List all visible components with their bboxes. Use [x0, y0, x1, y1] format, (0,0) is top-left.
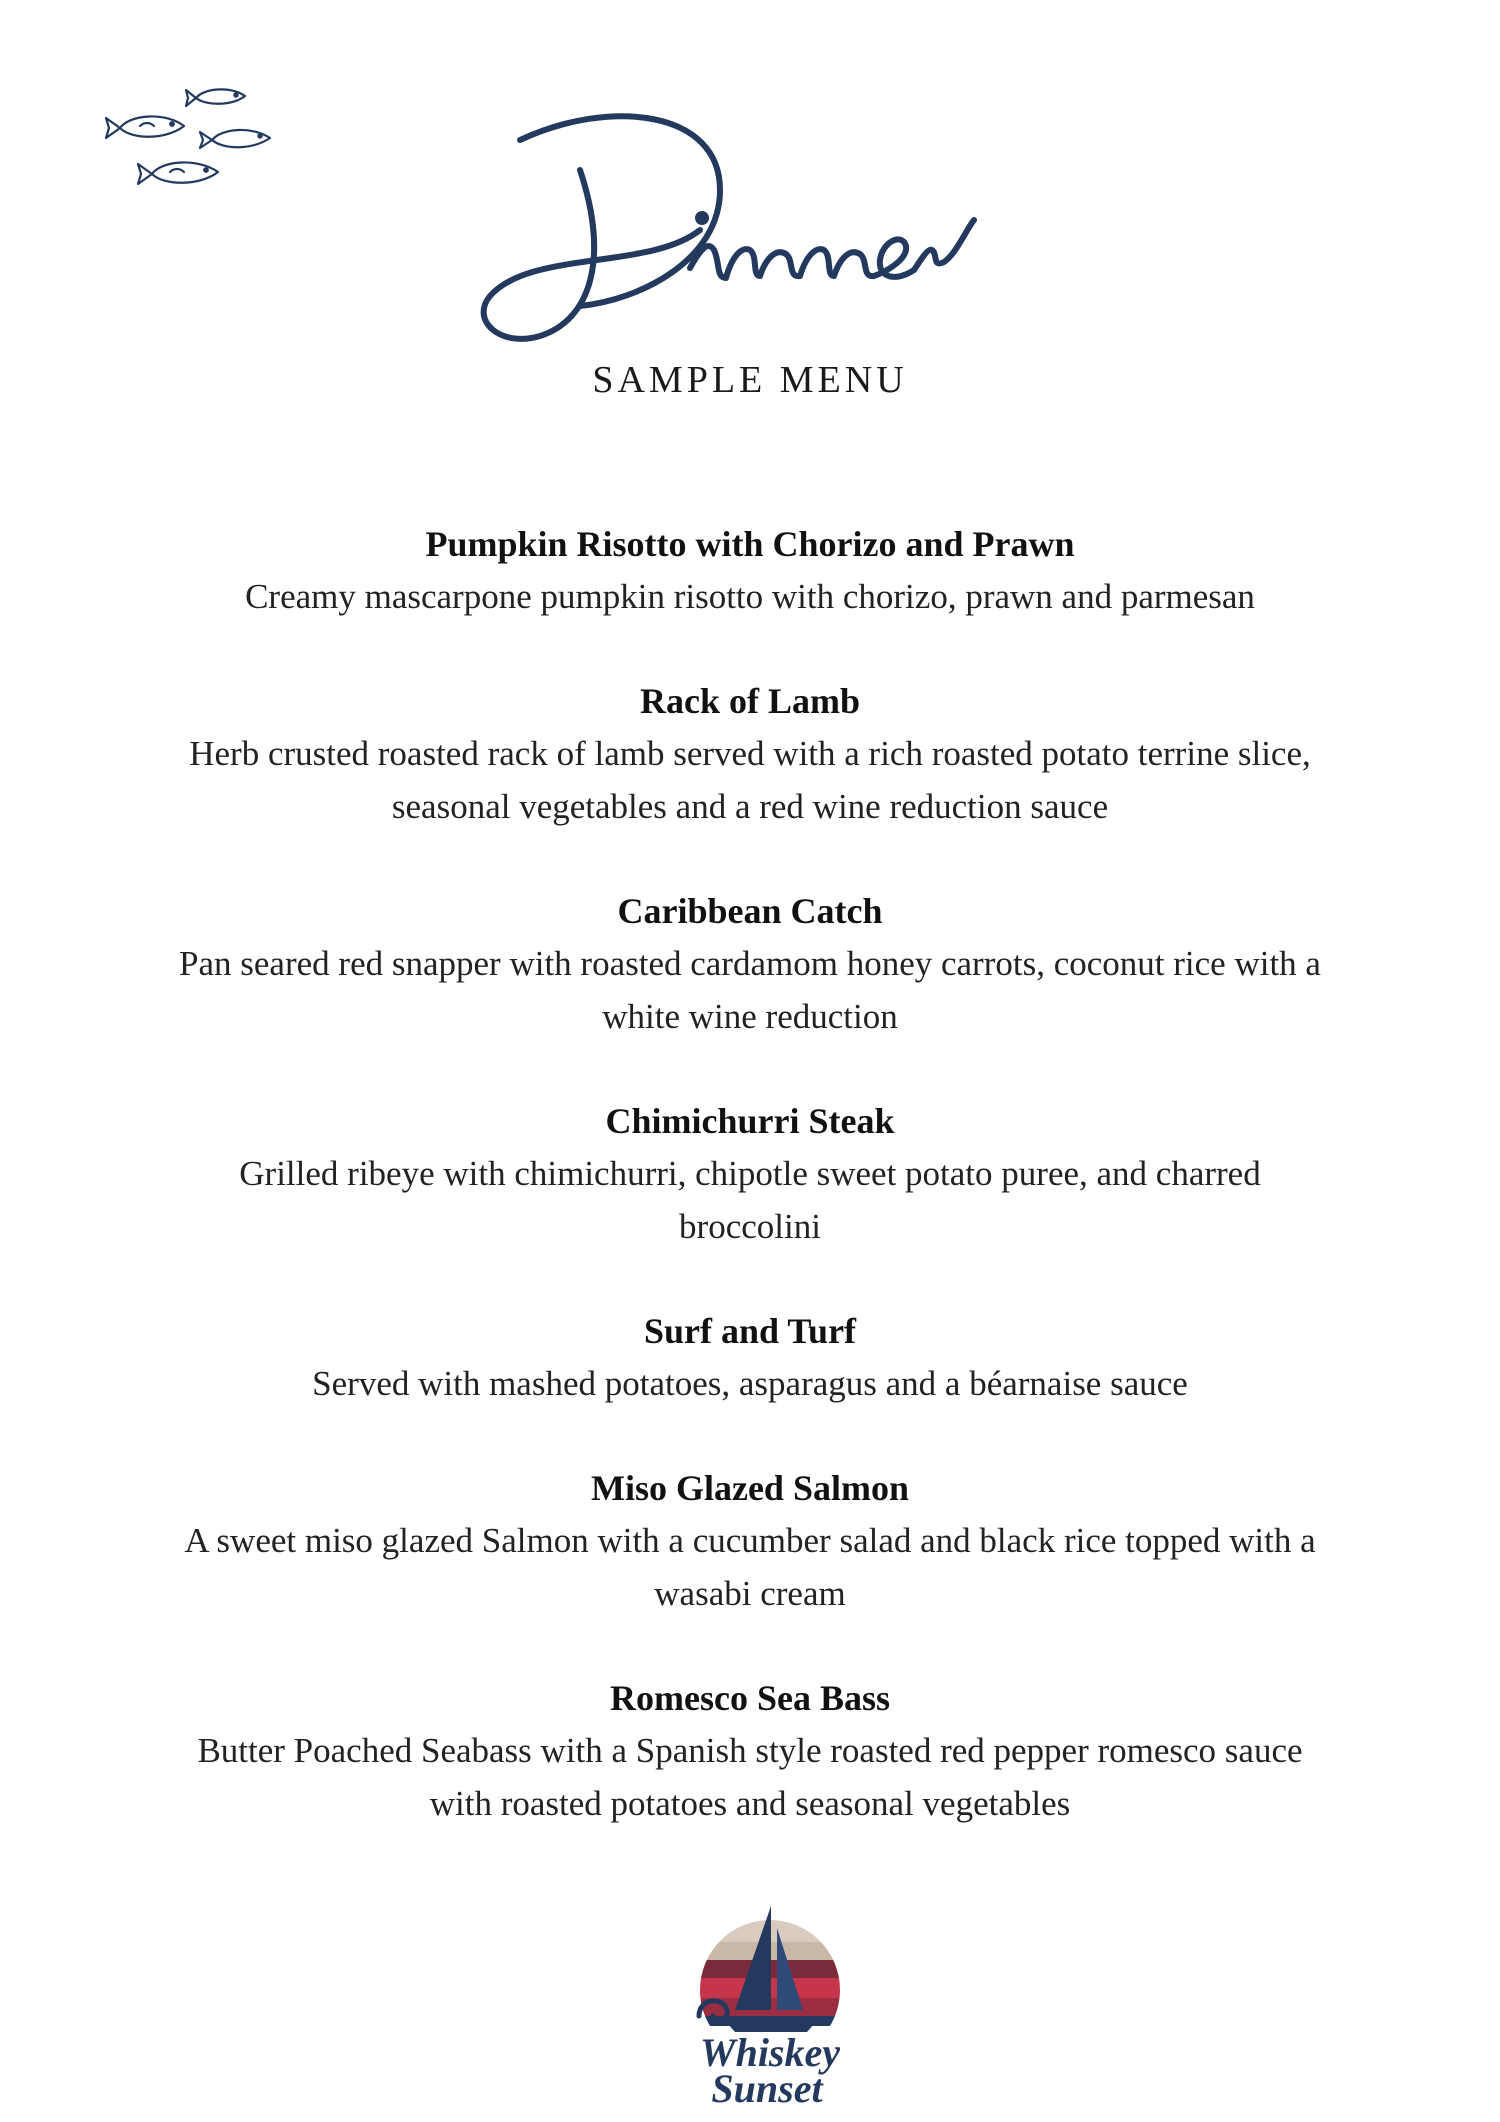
menu-item-description: Herb crusted roasted rack of lamb served with a rich roasted potato terrine slice, seasonal vegetables and a red wine reduction sauce	[189, 734, 1311, 826]
menu-item-name: Romesco Sea Bass	[610, 1678, 890, 1718]
menu-item	[150, 1672, 1350, 1830]
fish-school-icon	[100, 78, 290, 208]
menu-item-description: Served with mashed potatoes, asparagus and a béarnaise sauce	[312, 1364, 1188, 1403]
menu-item	[150, 675, 1350, 833]
menu-item	[150, 1095, 1350, 1253]
menu-item-name: Chimichurri Steak	[605, 1101, 895, 1141]
menu-item-name: Surf and Turf	[643, 1311, 857, 1351]
menu-item-description: Grilled ribeye with chimichurri, chipotle sweet potato puree, and charred broccolini	[239, 1154, 1261, 1246]
dinner-script-title	[470, 100, 990, 360]
menu-item-description: A sweet miso glazed Salmon with a cucumber salad and black rice topped with a wasabi cream	[184, 1521, 1316, 1613]
menu-item-name: Caribbean Catch	[617, 891, 883, 931]
menu-list	[150, 518, 1350, 1882]
menu-item	[150, 885, 1350, 1043]
menu-item	[150, 1462, 1350, 1620]
page-subtitle: SAMPLE MENU	[592, 359, 908, 401]
menu-item-name: Miso Glazed Salmon	[590, 1468, 909, 1508]
menu-item	[150, 518, 1350, 623]
sailboat-sunset-logo	[685, 1898, 855, 2108]
svg-text:Sunset: Sunset	[711, 2066, 823, 2108]
menu-item-description: Pan seared red snapper with roasted cardamom honey carrots, coconut rice with a white wine reduction	[179, 944, 1321, 1036]
logo-wordmark: Whiskey	[700, 2030, 840, 2075]
menu-item-name: Pumpkin Risotto with Chorizo and Prawn	[425, 524, 1075, 564]
menu-item	[150, 1305, 1350, 1410]
menu-item-description: Creamy mascarpone pumpkin risotto with chorizo, prawn and parmesan	[245, 577, 1255, 616]
menu-item-description: Butter Poached Seabass with a Spanish style roasted red pepper romesco sauce with roasted potatoes and seasonal vegetables	[197, 1731, 1303, 1823]
menu-item-name: Rack of Lamb	[639, 681, 860, 721]
